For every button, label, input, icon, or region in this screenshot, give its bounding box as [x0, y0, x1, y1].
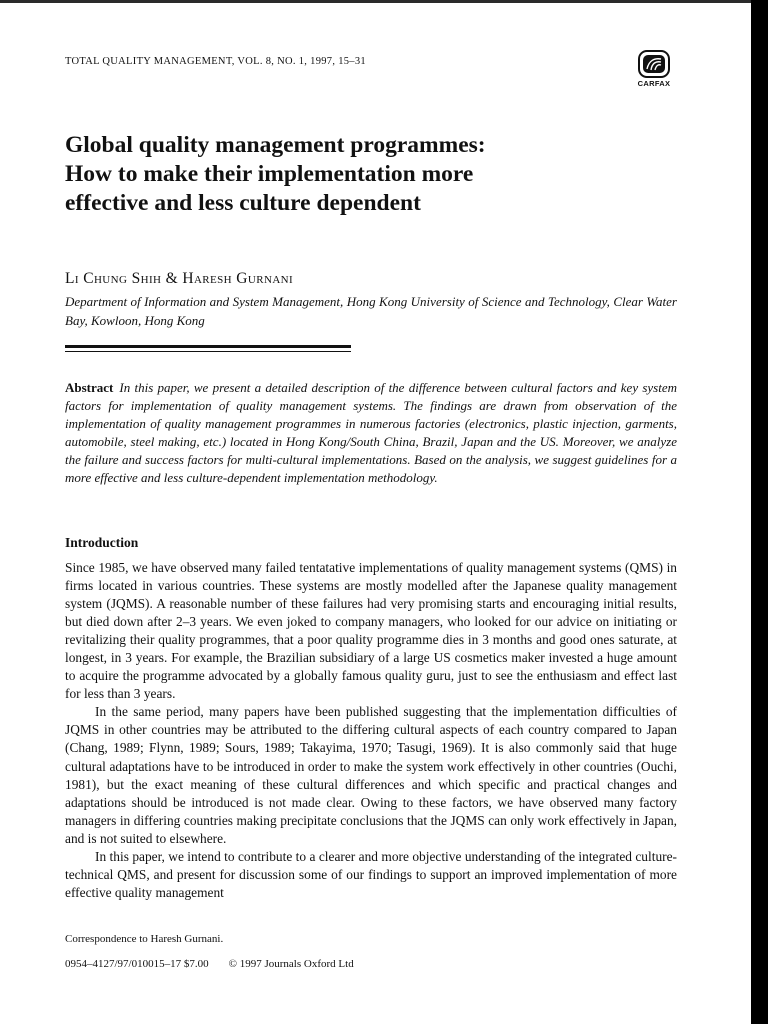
scan-edge-right	[751, 0, 768, 1024]
article-title	[65, 131, 705, 218]
title-line: effective and less culture dependent	[65, 190, 421, 216]
running-head: TOTAL QUALITY MANAGEMENT, VOL. 8, NO. 1, 1997, 15–31	[65, 56, 366, 67]
correspondence-note: Correspondence to Haresh Gurnani.	[65, 933, 224, 945]
introduction-body	[65, 559, 677, 902]
article-code: 0954–4127/97/010015–17 $7.00	[65, 958, 209, 970]
divider-thick	[65, 345, 351, 348]
scan-edge-top	[0, 0, 768, 3]
section-heading-introduction: Introduction	[65, 535, 139, 550]
publisher-name: CARFAX	[637, 79, 671, 88]
title-line: How to make their implementation more	[65, 161, 474, 187]
title-line: Global quality management programmes:	[65, 132, 486, 158]
abstract-label: Abstract	[65, 380, 114, 395]
paragraph: In this paper, we intend to contribute to a clearer and more objective understanding of the integrated culture-technical QMS, and present for discussion some of our findings to support an improved implementation of more effective quality management	[65, 848, 677, 900]
affiliation: Department of Information and System Management, Hong Kong University of Science and Technology, Clear Water Bay, Kowloon, Hong Kong	[65, 294, 677, 328]
footer-line	[65, 958, 354, 970]
copyright: © 1997 Journals Oxford Ltd	[228, 958, 354, 970]
publisher-logo	[634, 50, 674, 90]
authors: Li Chung Shih & Haresh Gurnani	[65, 270, 294, 287]
paragraph: In the same period, many papers have been published suggesting that the implementation difficulties of JQMS in other countries may be attributed to the differing cultural aspects of each country compared to Japan (Chang, 1989; Flynn, 1989; Sours, 1989; Takayima, 1970; Tasugi, 1969). It is also commonly said that huge cultural adaptations have to be introduced in order to make the system work effectively in other countries (Ouchi, 1981), but the exact meaning of these cultural differences and which specific and practical changes and adaptations should be introduced is not made clear. Owing to these factors, we have observed many factory managers in differing countries making precipitate conclusions that the JQMS can only work effectively in Japan, and is not suited to elsewhere.	[65, 704, 677, 846]
abstract-text: In this paper, we present a detailed description of the difference between cultural factors and key system factors for implementation of quality management systems. The findings are drawn from observation of the implementation of quality management programmes in numerous factories (electronics, plastic injection, garments, automobile, steel making, etc.) located in Hong Kong/South China, Brazil, Japan and the US. Moreover, we analyze the failure and success factors for multi-cultural implementations. Based on the analysis, we suggest guidelines for a more effective and less culture-dependent implementation methodology.	[65, 380, 677, 486]
paragraph: Since 1985, we have observed many failed tentatative implementations of quality management systems (QMS) in firms located in various countries. These systems are mostly modelled after the Japanese quality management system (JQMS). A reasonable number of these failures had very promising starts and encouraging initial results, but died down after 2–3 years. We even joked to company managers, who looked for our advice on initiating or revitalizing their quality programmes, that a poor quality programme dies in 3 months and good ones saturate, at longest, in 3 years. For example, the Brazilian subsidiary of a large US cosmetics maker invested a huge amount to acquire the programme advocated by a globally famous quality guru, just to see the enthusiasm and effect last for less than 3 years.	[65, 560, 677, 702]
abstract	[65, 379, 677, 488]
divider-thin	[65, 351, 351, 352]
carfax-logo-icon	[638, 50, 670, 78]
